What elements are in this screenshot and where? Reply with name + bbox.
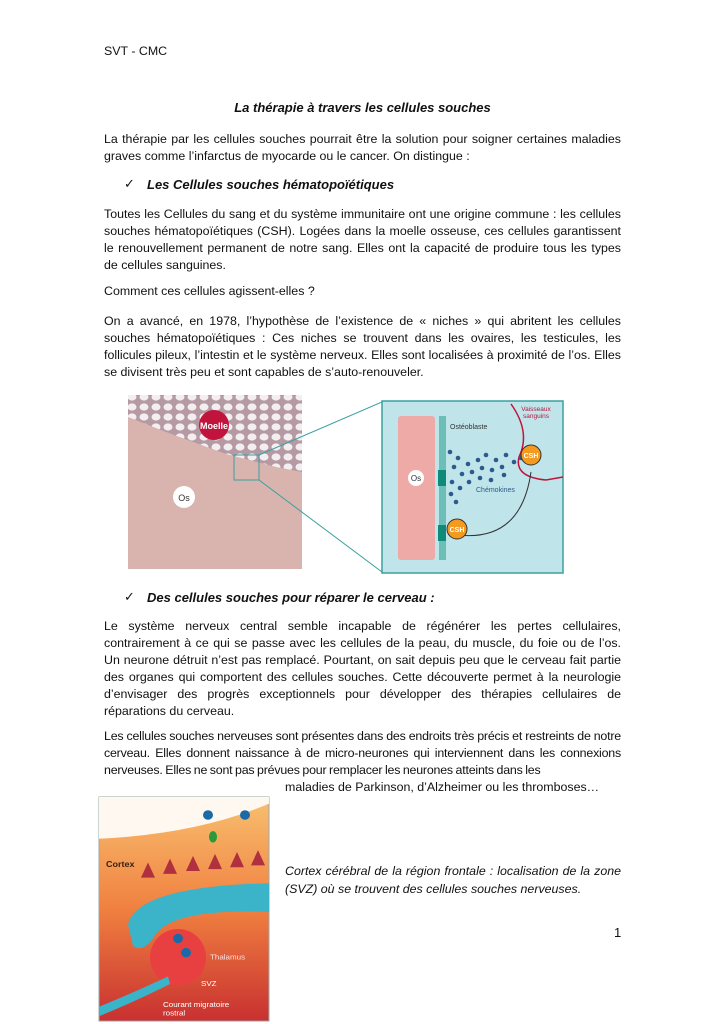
courant-label-2: rostral <box>163 1008 186 1018</box>
csh-label-2: CSH <box>449 527 465 534</box>
checkmark-icon: ✓ <box>124 176 135 191</box>
osteoblaste-label: Ostéoblaste <box>450 424 488 431</box>
courant-label-1: Courant migratoire <box>163 999 230 1009</box>
figure-caption: Cortex cérébral de la région frontale : localisation de la zone (SVZ) où se trouvent des cellules souches nerveuses. <box>285 864 621 896</box>
svz-label: SVZ <box>201 979 217 988</box>
brain-svz-figure <box>98 796 270 1022</box>
page-title: La thérapie à travers les cellules souches <box>234 100 491 115</box>
page-number: 1 <box>614 925 622 940</box>
section2-heading: Des cellules souches pour réparer le cerveau : <box>147 590 435 605</box>
os-label-left: Os <box>178 493 190 503</box>
thalamus-label: Thalamus <box>210 952 246 962</box>
section1-question: Comment ces cellules agissent-elles ? <box>104 284 315 298</box>
intro-paragraph: La thérapie par les cellules souches pourrait être la solution pour soigner certaines maladies graves comme l’infarctus de myocarde ou le cancer. On distingue : <box>104 132 621 163</box>
os-label-right: Os <box>410 474 422 483</box>
section1-paragraph: Toutes les Cellules du sang et du système immunitaire ont une origine commune : les cellules souches hématopoïétiques (CSH). Logées dans la moelle osseuse, ces cellules garantissent le renouvellement permanent de notre sang. Elles ont la capacité de produire tous les types de cellules sanguines. <box>104 207 621 272</box>
vaisseaux-label-2: sanguins <box>522 413 550 420</box>
cortex-label: Cortex <box>106 859 135 870</box>
section2-paragraph: Le système nerveux central semble incapable de régénérer les pertes cellulaires, contrairement à ce qui se passe avec les cellules de la peau, du muscle, du foie ou de l’os. Un neurone détruit n’est pas remplacé. Pourtant, on sait depuis peu que le cerveau fait partie des organes qui comportent des cellules souches. Cette découverte permet à la neurologie d’envisager des progrès exceptionnels pour développer des thérapies cellulaires de réparations du cerveau. <box>104 619 621 718</box>
checkmark-icon: ✓ <box>124 589 135 604</box>
section2-paragraph-2: Les cellules souches nerveuses sont présentes dans des endroits très précis et restreints de notre cerveau. Elles donnent naissance à de micro-neurones qui interviennent dans les connexions nerveuses. Elles ne sont pas prévues pour remplacer les neurones atteints dans les <box>104 729 621 777</box>
section2-paragraph-2-end: maladies de Parkinson, d’Alzheimer ou les thromboses… <box>285 780 600 794</box>
moelle-label: Moelle <box>199 421 229 431</box>
csh-label-1: CSH <box>523 453 539 460</box>
chemokines-label: Chémokines <box>476 487 515 494</box>
page-header: SVT - CMC <box>104 44 168 58</box>
section1-heading: Les Cellules souches hématopoïétiques <box>147 177 395 192</box>
section1-paragraph-2: On a avancé, en 1978, l’hypothèse de l’existence de « niches » qui abritent les cellules souches hématopoïétiques : Ces niches se trouvent dans les ovaires, les testicules, les follicules pileux, l’intestin et le système nerveux. Elles sont localisées à proximité de l’os. Elles se divisent très peu et sont capables de s’auto-renouveler. <box>104 314 621 379</box>
stem-cell-niche-figure <box>126 392 571 577</box>
vaisseaux-label-1: Vaisseaux <box>521 406 551 413</box>
